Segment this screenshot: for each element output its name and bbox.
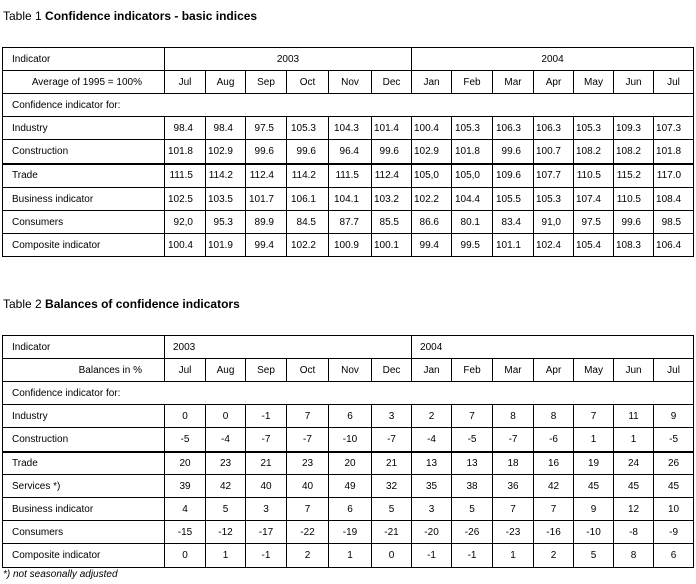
table1-cell: 87.7 <box>329 211 372 234</box>
table1-row <box>3 234 694 257</box>
table2-row <box>3 544 694 568</box>
table2-cell: 2 <box>412 405 452 428</box>
table1-cell: 104.3 <box>329 117 372 140</box>
table1-cell: 105.3 <box>287 117 329 140</box>
table1-cell: 115.2 <box>614 164 654 188</box>
table1-title-bold: Confidence indicators - basic indices <box>45 9 258 23</box>
table1-cell: 107.7 <box>534 164 574 188</box>
table1-row <box>3 188 694 211</box>
table2-cell: 1 <box>574 428 614 452</box>
table2-cell: 0 <box>165 405 206 428</box>
table2-cell: 40 <box>287 475 329 498</box>
table1-month-header: Oct <box>287 71 329 94</box>
table2-month-header: Jun <box>614 359 654 382</box>
table1-month-header: May <box>574 71 614 94</box>
table2-cell: -9 <box>654 521 694 544</box>
table2-cell: -7 <box>287 428 329 452</box>
table1-cell: 109.3 <box>614 117 654 140</box>
table1-cell: 99.4 <box>246 234 287 257</box>
table2-row-label: Business indicator <box>3 498 165 521</box>
table1-cell: 110.5 <box>574 164 614 188</box>
table1-cell: 101.1 <box>493 234 534 257</box>
table2-section-label: Confidence indicator for: <box>12 387 121 399</box>
table2-row-label: Consumers <box>3 521 165 544</box>
table2-cell: 21 <box>246 452 287 475</box>
table2-row <box>3 428 694 452</box>
table2-cell: 42 <box>534 475 574 498</box>
table1-cell: 96.4 <box>329 140 372 164</box>
table2-cell: 8 <box>493 405 534 428</box>
table2-month-header: Aug <box>206 359 246 382</box>
table2-row <box>3 405 694 428</box>
table2-row-label: Construction <box>3 428 165 452</box>
table2-cell: 2 <box>534 544 574 568</box>
table1-cell: 102.5 <box>165 188 206 211</box>
table2-cell: -5 <box>654 428 694 452</box>
table1-cell: 107.4 <box>574 188 614 211</box>
table1-cell: 100.4 <box>412 117 452 140</box>
table1-row-label: Business indicator <box>3 188 165 211</box>
table1-cell: 106.3 <box>534 117 574 140</box>
table1-cell: 99.6 <box>614 211 654 234</box>
table2-cell: -5 <box>452 428 493 452</box>
table2-cell: -4 <box>206 428 246 452</box>
table2-cell: -1 <box>246 544 287 568</box>
table2-cell: -10 <box>329 428 372 452</box>
table1-row <box>3 140 694 164</box>
table2-row-label: Trade <box>3 452 165 475</box>
table1-cell: 99.6 <box>493 140 534 164</box>
table2-cell: 3 <box>372 405 412 428</box>
table1-cell: 89.9 <box>246 211 287 234</box>
table1-cell: 104.4 <box>452 188 493 211</box>
table2-cell: 19 <box>574 452 614 475</box>
table2-cell: 7 <box>452 405 493 428</box>
table2-cell: 45 <box>574 475 614 498</box>
table1-row-label: Industry <box>3 117 165 140</box>
table2-cell: 6 <box>654 544 694 568</box>
table2-cell: 4 <box>165 498 206 521</box>
table2-month-header: Sep <box>246 359 287 382</box>
table1-month-header: Jun <box>614 71 654 94</box>
table1-row-label: Construction <box>3 140 165 164</box>
table2-year-row <box>3 336 694 359</box>
table2-cell: 45 <box>654 475 694 498</box>
table2-cell: 35 <box>412 475 452 498</box>
table1-cell: 100.1 <box>372 234 412 257</box>
table2-cell: 18 <box>493 452 534 475</box>
table2-cell: 0 <box>372 544 412 568</box>
table2-cell: 5 <box>372 498 412 521</box>
table1-cell: 95.3 <box>206 211 246 234</box>
table2-title-prefix: Table 2 <box>3 297 42 311</box>
table1-cell: 97.5 <box>574 211 614 234</box>
table1-header-label: Indicator <box>3 48 165 71</box>
table2-cell: 10 <box>654 498 694 521</box>
table2-title <box>3 297 240 311</box>
table2-row-label: Services *) <box>3 475 165 498</box>
table2-cell: -7 <box>372 428 412 452</box>
table1-cell: 108.4 <box>654 188 694 211</box>
table2-cell: 0 <box>165 544 206 568</box>
table2-month-header: Jan <box>412 359 452 382</box>
table1-cell: 101.9 <box>206 234 246 257</box>
table1-row-label: Trade <box>3 164 165 188</box>
table1-cell: 114.2 <box>287 164 329 188</box>
table1-cell: 105,0 <box>452 164 493 188</box>
table1-cell: 105.4 <box>574 234 614 257</box>
table1-cell: 102.2 <box>287 234 329 257</box>
table2-cell: 38 <box>452 475 493 498</box>
table2-title-bold: Balances of confidence indicators <box>45 297 240 311</box>
table1-month-header: Jul <box>654 71 694 94</box>
table2-cell: 5 <box>452 498 493 521</box>
table1-cell: 108.2 <box>574 140 614 164</box>
table2-cell: -6 <box>534 428 574 452</box>
table1-cell: 83.4 <box>493 211 534 234</box>
table2-cell: 0 <box>206 405 246 428</box>
table2-cell: 3 <box>412 498 452 521</box>
table2-cell: 3 <box>246 498 287 521</box>
table1-cell: 109.6 <box>493 164 534 188</box>
table1-cell: 103.5 <box>206 188 246 211</box>
table2-cell: -8 <box>614 521 654 544</box>
table2-cell: -7 <box>493 428 534 452</box>
table1-month-header: Dec <box>372 71 412 94</box>
table2-row-label: Industry <box>3 405 165 428</box>
table1-cell: 114.2 <box>206 164 246 188</box>
table2-cell: -19 <box>329 521 372 544</box>
table1-cell: 100.4 <box>165 234 206 257</box>
table2-cell: -15 <box>165 521 206 544</box>
table2-cell: -1 <box>412 544 452 568</box>
table1-cell: 108.3 <box>614 234 654 257</box>
table2-cell: 9 <box>654 405 694 428</box>
table1-cell: 86.6 <box>412 211 452 234</box>
table2-month-header: May <box>574 359 614 382</box>
table1-cell: 105.5 <box>493 188 534 211</box>
table2-cell: 36 <box>493 475 534 498</box>
table2-cell: 45 <box>614 475 654 498</box>
table1-cell: 105.3 <box>534 188 574 211</box>
table2-cell: 13 <box>452 452 493 475</box>
table2-month-header: Feb <box>452 359 493 382</box>
table1-cell: 104.1 <box>329 188 372 211</box>
table2-cell: -22 <box>287 521 329 544</box>
table2-month-header: Apr <box>534 359 574 382</box>
table2-cell: 12 <box>614 498 654 521</box>
table1-cell: 92,0 <box>165 211 206 234</box>
table1-cell: 99.6 <box>287 140 329 164</box>
table1-cell: 112.4 <box>246 164 287 188</box>
table2-cell: 42 <box>206 475 246 498</box>
table1-cell: 117.0 <box>654 164 694 188</box>
table1-subheader: Average of 1995 = 100% <box>3 71 165 94</box>
table1-cell: 97.5 <box>246 117 287 140</box>
table1-cell: 99.6 <box>372 140 412 164</box>
table1-year-row <box>3 48 694 71</box>
table2-cell: 2 <box>287 544 329 568</box>
table2-month-header: Jul <box>654 359 694 382</box>
table1-cell: 110.5 <box>614 188 654 211</box>
table2-month-header: Dec <box>372 359 412 382</box>
table1-cell: 112.4 <box>372 164 412 188</box>
table2-cell: -23 <box>493 521 534 544</box>
table1-cell: 100.9 <box>329 234 372 257</box>
table2-cell: 26 <box>654 452 694 475</box>
table2-cell: -1 <box>452 544 493 568</box>
table1-cell: 101.8 <box>452 140 493 164</box>
table2-header-label: Indicator <box>3 336 165 359</box>
table1-cell: 105.3 <box>574 117 614 140</box>
table2-cell: 1 <box>493 544 534 568</box>
table2-cell: 39 <box>165 475 206 498</box>
table2-cell: 13 <box>412 452 452 475</box>
table1-row <box>3 164 694 188</box>
table1-section-label: Confidence indicator for: <box>12 99 121 111</box>
table2-month-row <box>3 359 694 382</box>
table2-cell: -26 <box>452 521 493 544</box>
table2-cell: 40 <box>246 475 287 498</box>
table1-row <box>3 117 694 140</box>
table2-cell: -1 <box>246 405 287 428</box>
table1-month-row <box>3 71 694 94</box>
table1-month-header: Feb <box>452 71 493 94</box>
table1-title-prefix: Table 1 <box>3 9 42 23</box>
table1-cell: 102.9 <box>412 140 452 164</box>
table2-cell: 11 <box>614 405 654 428</box>
table1-cell: 98.4 <box>206 117 246 140</box>
table2-cell: 8 <box>534 405 574 428</box>
table2 <box>2 335 694 568</box>
table1-cell: 99.5 <box>452 234 493 257</box>
table1-row <box>3 211 694 234</box>
table2-cell: 1 <box>614 428 654 452</box>
table2-month-header: Nov <box>329 359 372 382</box>
table2-month-header: Oct <box>287 359 329 382</box>
table1-cell: 99.4 <box>412 234 452 257</box>
table1 <box>2 47 694 257</box>
table2-cell: 7 <box>534 498 574 521</box>
table2-subheader: Balances in % <box>3 359 165 382</box>
table1-month-header: Sep <box>246 71 287 94</box>
table2-cell: -16 <box>534 521 574 544</box>
table1-cell: 98.5 <box>654 211 694 234</box>
table1-year-2003: 2003 <box>165 48 412 71</box>
table2-row-label: Composite indicator <box>3 544 165 568</box>
table1-cell: 85.5 <box>372 211 412 234</box>
table1-cell: 105,0 <box>412 164 452 188</box>
table2-year-2004: 2004 <box>412 336 694 359</box>
table1-cell: 102.4 <box>534 234 574 257</box>
table2-cell: 16 <box>534 452 574 475</box>
table2-row <box>3 452 694 475</box>
table1-month-header: Mar <box>493 71 534 94</box>
table1-section-row <box>3 94 694 117</box>
table1-cell: 106.1 <box>287 188 329 211</box>
table1-cell: 101.8 <box>654 140 694 164</box>
table2-row <box>3 521 694 544</box>
table2-cell: 5 <box>574 544 614 568</box>
table2-cell: 8 <box>614 544 654 568</box>
table1-cell: 111.5 <box>165 164 206 188</box>
table2-month-header: Jul <box>165 359 206 382</box>
table1-month-header: Jul <box>165 71 206 94</box>
table2-cell: -10 <box>574 521 614 544</box>
table2-cell: 7 <box>287 498 329 521</box>
table2-cell: 20 <box>329 452 372 475</box>
table1-cell: 101.7 <box>246 188 287 211</box>
table1-cell: 111.5 <box>329 164 372 188</box>
table1-cell: 102.2 <box>412 188 452 211</box>
table1-cell: 103.2 <box>372 188 412 211</box>
table1-cell: 106.3 <box>493 117 534 140</box>
table1-cell: 107.3 <box>654 117 694 140</box>
table2-row <box>3 475 694 498</box>
table1-month-header: Aug <box>206 71 246 94</box>
table1-cell: 99.6 <box>246 140 287 164</box>
table2-cell: 1 <box>206 544 246 568</box>
table1-cell: 101.8 <box>165 140 206 164</box>
table1-cell: 80.1 <box>452 211 493 234</box>
table2-footnote: *) not seasonally adjusted <box>3 569 118 580</box>
table2-cell: 24 <box>614 452 654 475</box>
table2-cell: 5 <box>206 498 246 521</box>
table2-cell: 7 <box>574 405 614 428</box>
table1-cell: 102.9 <box>206 140 246 164</box>
table1-cell: 84.5 <box>287 211 329 234</box>
table1-cell: 106.4 <box>654 234 694 257</box>
table2-cell: 9 <box>574 498 614 521</box>
table2-cell: -5 <box>165 428 206 452</box>
table1-cell: 100.7 <box>534 140 574 164</box>
table2-year-2003: 2003 <box>165 336 412 359</box>
table2-section-row <box>3 382 694 405</box>
table2-cell: 1 <box>329 544 372 568</box>
table2-cell: -21 <box>372 521 412 544</box>
table1-title <box>3 9 257 23</box>
table2-cell: 7 <box>493 498 534 521</box>
table1-cell: 105.3 <box>452 117 493 140</box>
table2-cell: -17 <box>246 521 287 544</box>
table1-row-label: Consumers <box>3 211 165 234</box>
table2-cell: 23 <box>287 452 329 475</box>
table1-month-header: Apr <box>534 71 574 94</box>
table2-cell: 21 <box>372 452 412 475</box>
table2-cell: 6 <box>329 405 372 428</box>
table1-cell: 108.2 <box>614 140 654 164</box>
table2-cell: 6 <box>329 498 372 521</box>
table2-cell: -4 <box>412 428 452 452</box>
table2-cell: -12 <box>206 521 246 544</box>
table1-year-2004: 2004 <box>412 48 694 71</box>
table1-month-header: Jan <box>412 71 452 94</box>
table2-cell: 23 <box>206 452 246 475</box>
table2-cell: 32 <box>372 475 412 498</box>
table2-cell: 20 <box>165 452 206 475</box>
table1-cell: 101.4 <box>372 117 412 140</box>
table2-cell: -20 <box>412 521 452 544</box>
table2-cell: 7 <box>287 405 329 428</box>
table1-cell: 98.4 <box>165 117 206 140</box>
table1-row-label: Composite indicator <box>3 234 165 257</box>
table2-month-header: Mar <box>493 359 534 382</box>
table1-cell: 91,0 <box>534 211 574 234</box>
table2-cell: -7 <box>246 428 287 452</box>
table2-cell: 49 <box>329 475 372 498</box>
table1-month-header: Nov <box>329 71 372 94</box>
table2-row <box>3 498 694 521</box>
